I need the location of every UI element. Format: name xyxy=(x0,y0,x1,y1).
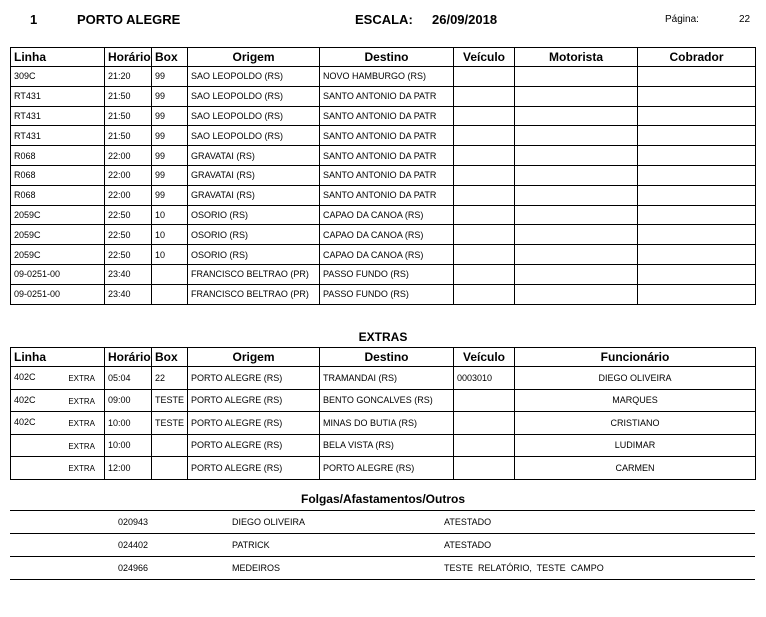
extras-cell-linha xyxy=(11,367,105,390)
extras-title: EXTRAS xyxy=(358,330,408,344)
cell-destino: SANTO ANTONIO DA PATR xyxy=(320,126,454,146)
extras-row xyxy=(11,457,756,480)
extras-col-box: Box xyxy=(152,348,188,367)
extras-cell-destino: MINAS DO BUTIA (RS) xyxy=(320,412,454,435)
cell-linha: 09-0251-00 xyxy=(11,284,105,304)
extras-cell-funcionario: LUDIMAR xyxy=(515,434,756,457)
cell-horario: 22:50 xyxy=(105,205,152,225)
extras-cell-funcionario: MARQUES xyxy=(515,389,756,412)
extras-cell-horario: 10:00 xyxy=(105,434,152,457)
cell-linha: 2059C xyxy=(11,205,105,225)
cell-origem: FRANCISCO BELTRAO (PR) xyxy=(188,264,320,284)
cell-destino: CAPAO DA CANOA (RS) xyxy=(320,245,454,265)
folgas-row xyxy=(10,534,755,556)
extras-cell-veiculo xyxy=(454,457,515,480)
folgas-codigo: 024402 xyxy=(118,540,149,550)
cell-origem: OSORIO (RS) xyxy=(188,225,320,245)
folgas-motivo: ATESTADO xyxy=(444,540,492,550)
col-veiculo: Veículo xyxy=(454,48,515,67)
cell-linha: R068 xyxy=(11,146,105,166)
cell-veiculo xyxy=(454,245,515,265)
cell-box: 10 xyxy=(152,245,188,265)
cell-cobrador xyxy=(638,225,756,245)
extras-cell-linha xyxy=(11,389,105,412)
cell-destino: SANTO ANTONIO DA PATR xyxy=(320,146,454,166)
cell-box xyxy=(152,264,188,284)
extras-cell-veiculo: 0003010 xyxy=(454,367,515,390)
extras-row xyxy=(11,434,756,457)
schedule-row xyxy=(11,205,756,225)
cell-veiculo xyxy=(454,126,515,146)
cell-veiculo xyxy=(454,165,515,185)
extras-cell-box xyxy=(152,457,188,480)
extras-cell-veiculo xyxy=(454,434,515,457)
cell-horario: 22:00 xyxy=(105,165,152,185)
cell-box xyxy=(152,284,188,304)
cell-motorista xyxy=(515,126,638,146)
cell-veiculo xyxy=(454,146,515,166)
schedule-row xyxy=(11,245,756,265)
schedule-table xyxy=(10,47,756,305)
cell-veiculo xyxy=(454,225,515,245)
extra-tag: EXTRA xyxy=(68,464,95,474)
extras-linha: 402C xyxy=(14,372,36,383)
cell-linha: 09-0251-00 xyxy=(11,264,105,284)
cell-origem: GRAVATAI (RS) xyxy=(188,185,320,205)
folgas-motivo: ATESTADO xyxy=(444,517,492,527)
extras-linha: 402C xyxy=(14,394,36,405)
cell-motorista xyxy=(515,165,638,185)
col-motorista: Motorista xyxy=(515,48,638,67)
extras-row xyxy=(11,412,756,435)
col-destino: Destino xyxy=(320,48,454,67)
cell-box: 99 xyxy=(152,126,188,146)
extras-cell-box xyxy=(152,434,188,457)
cell-box: 10 xyxy=(152,225,188,245)
cell-destino: SANTO ANTONIO DA PATR xyxy=(320,185,454,205)
cell-destino: NOVO HAMBURGO (RS) xyxy=(320,67,454,87)
extras-cell-horario: 09:00 xyxy=(105,389,152,412)
extra-tag: EXTRA xyxy=(68,441,95,451)
extras-col-horario: Horário xyxy=(105,348,152,367)
cell-linha: 2059C xyxy=(11,225,105,245)
cell-linha: RT431 xyxy=(11,126,105,146)
col-horario: Horário xyxy=(105,48,152,67)
extras-cell-veiculo xyxy=(454,389,515,412)
cell-box: 99 xyxy=(152,106,188,126)
folgas-row xyxy=(10,511,755,533)
cell-box: 99 xyxy=(152,165,188,185)
cell-box: 99 xyxy=(152,146,188,166)
cell-cobrador xyxy=(638,185,756,205)
cell-veiculo xyxy=(454,205,515,225)
cell-origem: SAO LEOPOLDO (RS) xyxy=(188,86,320,106)
cell-horario: 22:00 xyxy=(105,146,152,166)
extras-cell-linha xyxy=(11,412,105,435)
cell-cobrador xyxy=(638,126,756,146)
col-linha: Linha xyxy=(11,48,105,67)
extras-cell-veiculo xyxy=(454,412,515,435)
extras-row xyxy=(11,367,756,390)
cell-veiculo xyxy=(454,86,515,106)
escala-date: 26/09/2018 xyxy=(432,12,498,27)
city-title: PORTO ALEGRE xyxy=(77,12,181,27)
extras-cell-destino: PORTO ALEGRE (RS) xyxy=(320,457,454,480)
cell-cobrador xyxy=(638,245,756,265)
extras-cell-origem: PORTO ALEGRE (RS) xyxy=(188,389,320,412)
schedule-row xyxy=(11,126,756,146)
cell-veiculo xyxy=(454,284,515,304)
extras-cell-linha xyxy=(11,457,105,480)
cell-box: 99 xyxy=(152,86,188,106)
cell-motorista xyxy=(515,185,638,205)
cell-horario: 23:40 xyxy=(105,264,152,284)
extras-cell-funcionario: CARMEN xyxy=(515,457,756,480)
extras-cell-horario: 05:04 xyxy=(105,367,152,390)
schedule-header-row xyxy=(11,48,756,67)
cell-motorista xyxy=(515,146,638,166)
extras-cell-box: TESTE xyxy=(152,389,188,412)
extras-cell-origem: PORTO ALEGRE (RS) xyxy=(188,412,320,435)
col-origem: Origem xyxy=(188,48,320,67)
extras-cell-origem: PORTO ALEGRE (RS) xyxy=(188,457,320,480)
extras-linha: 402C xyxy=(14,417,36,428)
folgas-row xyxy=(10,557,755,579)
extras-cell-destino: BENTO GONCALVES (RS) xyxy=(320,389,454,412)
cell-origem: OSORIO (RS) xyxy=(188,245,320,265)
extras-header-row xyxy=(11,348,756,367)
cell-cobrador xyxy=(638,67,756,87)
cell-linha: 2059C xyxy=(11,245,105,265)
cell-linha: R068 xyxy=(11,165,105,185)
extras-col-veiculo: Veículo xyxy=(454,348,515,367)
schedule-row xyxy=(11,67,756,87)
schedule-row xyxy=(11,106,756,126)
extras-col-linha: Linha xyxy=(11,348,105,367)
cell-destino: CAPAO DA CANOA (RS) xyxy=(320,225,454,245)
extra-tag: EXTRA xyxy=(68,396,95,406)
cell-origem: SAO LEOPOLDO (RS) xyxy=(188,126,320,146)
extras-cell-horario: 12:00 xyxy=(105,457,152,480)
cell-horario: 23:40 xyxy=(105,284,152,304)
cell-horario: 21:50 xyxy=(105,126,152,146)
cell-origem: OSORIO (RS) xyxy=(188,205,320,225)
col-cobrador: Cobrador xyxy=(638,48,756,67)
cell-motorista xyxy=(515,284,638,304)
folgas-nome: DIEGO OLIVEIRA xyxy=(232,517,306,527)
schedule-row xyxy=(11,264,756,284)
cell-cobrador xyxy=(638,284,756,304)
cell-origem: FRANCISCO BELTRAO (PR) xyxy=(188,284,320,304)
cell-motorista xyxy=(515,106,638,126)
cell-origem: GRAVATAI (RS) xyxy=(188,146,320,166)
folgas-codigo: 024966 xyxy=(118,563,149,573)
cell-destino: SANTO ANTONIO DA PATR xyxy=(320,106,454,126)
folgas-divider xyxy=(10,579,755,580)
folgas-title: Folgas/Afastamentos/Outros xyxy=(300,492,466,506)
cell-veiculo xyxy=(454,106,515,126)
cell-motorista xyxy=(515,225,638,245)
cell-origem: SAO LEOPOLDO (RS) xyxy=(188,106,320,126)
cell-cobrador xyxy=(638,264,756,284)
cell-cobrador xyxy=(638,86,756,106)
cell-linha: 309C xyxy=(11,67,105,87)
cell-veiculo xyxy=(454,67,515,87)
extras-cell-box: 22 xyxy=(152,367,188,390)
extra-tag: EXTRA xyxy=(68,419,95,429)
col-box: Box xyxy=(152,48,188,67)
extras-cell-origem: PORTO ALEGRE (RS) xyxy=(188,367,320,390)
schedule-row xyxy=(11,86,756,106)
page-label: Página: xyxy=(665,14,699,25)
cell-cobrador xyxy=(638,205,756,225)
cell-veiculo xyxy=(454,185,515,205)
extras-table xyxy=(10,347,756,480)
schedule-row xyxy=(11,146,756,166)
extras-col-funcionario: Funcionário xyxy=(515,348,756,367)
cell-destino: SANTO ANTONIO DA PATR xyxy=(320,165,454,185)
extras-cell-horario: 10:00 xyxy=(105,412,152,435)
cell-origem: GRAVATAI (RS) xyxy=(188,165,320,185)
page-number: 22 xyxy=(739,14,751,25)
folgas-nome: PATRICK xyxy=(232,540,270,550)
cell-cobrador xyxy=(638,146,756,166)
extras-cell-funcionario: DIEGO OLIVEIRA xyxy=(515,367,756,390)
schedule-row xyxy=(11,284,756,304)
cell-motorista xyxy=(515,205,638,225)
cell-linha: RT431 xyxy=(11,86,105,106)
cell-linha: R068 xyxy=(11,185,105,205)
cell-destino: CAPAO DA CANOA (RS) xyxy=(320,205,454,225)
cell-linha: RT431 xyxy=(11,106,105,126)
extras-cell-destino: BELA VISTA (RS) xyxy=(320,434,454,457)
extras-cell-destino: TRAMANDAI (RS) xyxy=(320,367,454,390)
schedule-row xyxy=(11,225,756,245)
cell-cobrador xyxy=(638,165,756,185)
escala-label: ESCALA: xyxy=(355,12,413,27)
report-number: 1 xyxy=(30,12,38,27)
cell-horario: 22:00 xyxy=(105,185,152,205)
cell-destino: SANTO ANTONIO DA PATR xyxy=(320,86,454,106)
folgas-nome: MEDEIROS xyxy=(232,563,281,573)
cell-motorista xyxy=(515,245,638,265)
cell-motorista xyxy=(515,67,638,87)
cell-origem: SAO LEOPOLDO (RS) xyxy=(188,67,320,87)
extras-cell-box: TESTE xyxy=(152,412,188,435)
cell-veiculo xyxy=(454,264,515,284)
folgas-codigo: 020943 xyxy=(118,517,149,527)
schedule-row xyxy=(11,185,756,205)
extra-tag: EXTRA xyxy=(68,374,95,384)
schedule-row xyxy=(11,165,756,185)
cell-horario: 21:20 xyxy=(105,67,152,87)
cell-box: 10 xyxy=(152,205,188,225)
cell-destino: PASSO FUNDO (RS) xyxy=(320,284,454,304)
cell-horario: 22:50 xyxy=(105,245,152,265)
cell-horario: 21:50 xyxy=(105,86,152,106)
extras-col-destino: Destino xyxy=(320,348,454,367)
extras-cell-linha xyxy=(11,434,105,457)
cell-box: 99 xyxy=(152,67,188,87)
cell-motorista xyxy=(515,86,638,106)
cell-destino: PASSO FUNDO (RS) xyxy=(320,264,454,284)
extras-cell-funcionario: CRISTIANO xyxy=(515,412,756,435)
cell-horario: 22:50 xyxy=(105,225,152,245)
cell-box: 99 xyxy=(152,185,188,205)
extras-col-origem: Origem xyxy=(188,348,320,367)
extras-row xyxy=(11,389,756,412)
cell-cobrador xyxy=(638,106,756,126)
cell-horario: 21:50 xyxy=(105,106,152,126)
extras-cell-origem: PORTO ALEGRE (RS) xyxy=(188,434,320,457)
folgas-motivo: TESTE RELATÓRIO, TESTE CAMPO xyxy=(444,563,604,573)
cell-motorista xyxy=(515,264,638,284)
